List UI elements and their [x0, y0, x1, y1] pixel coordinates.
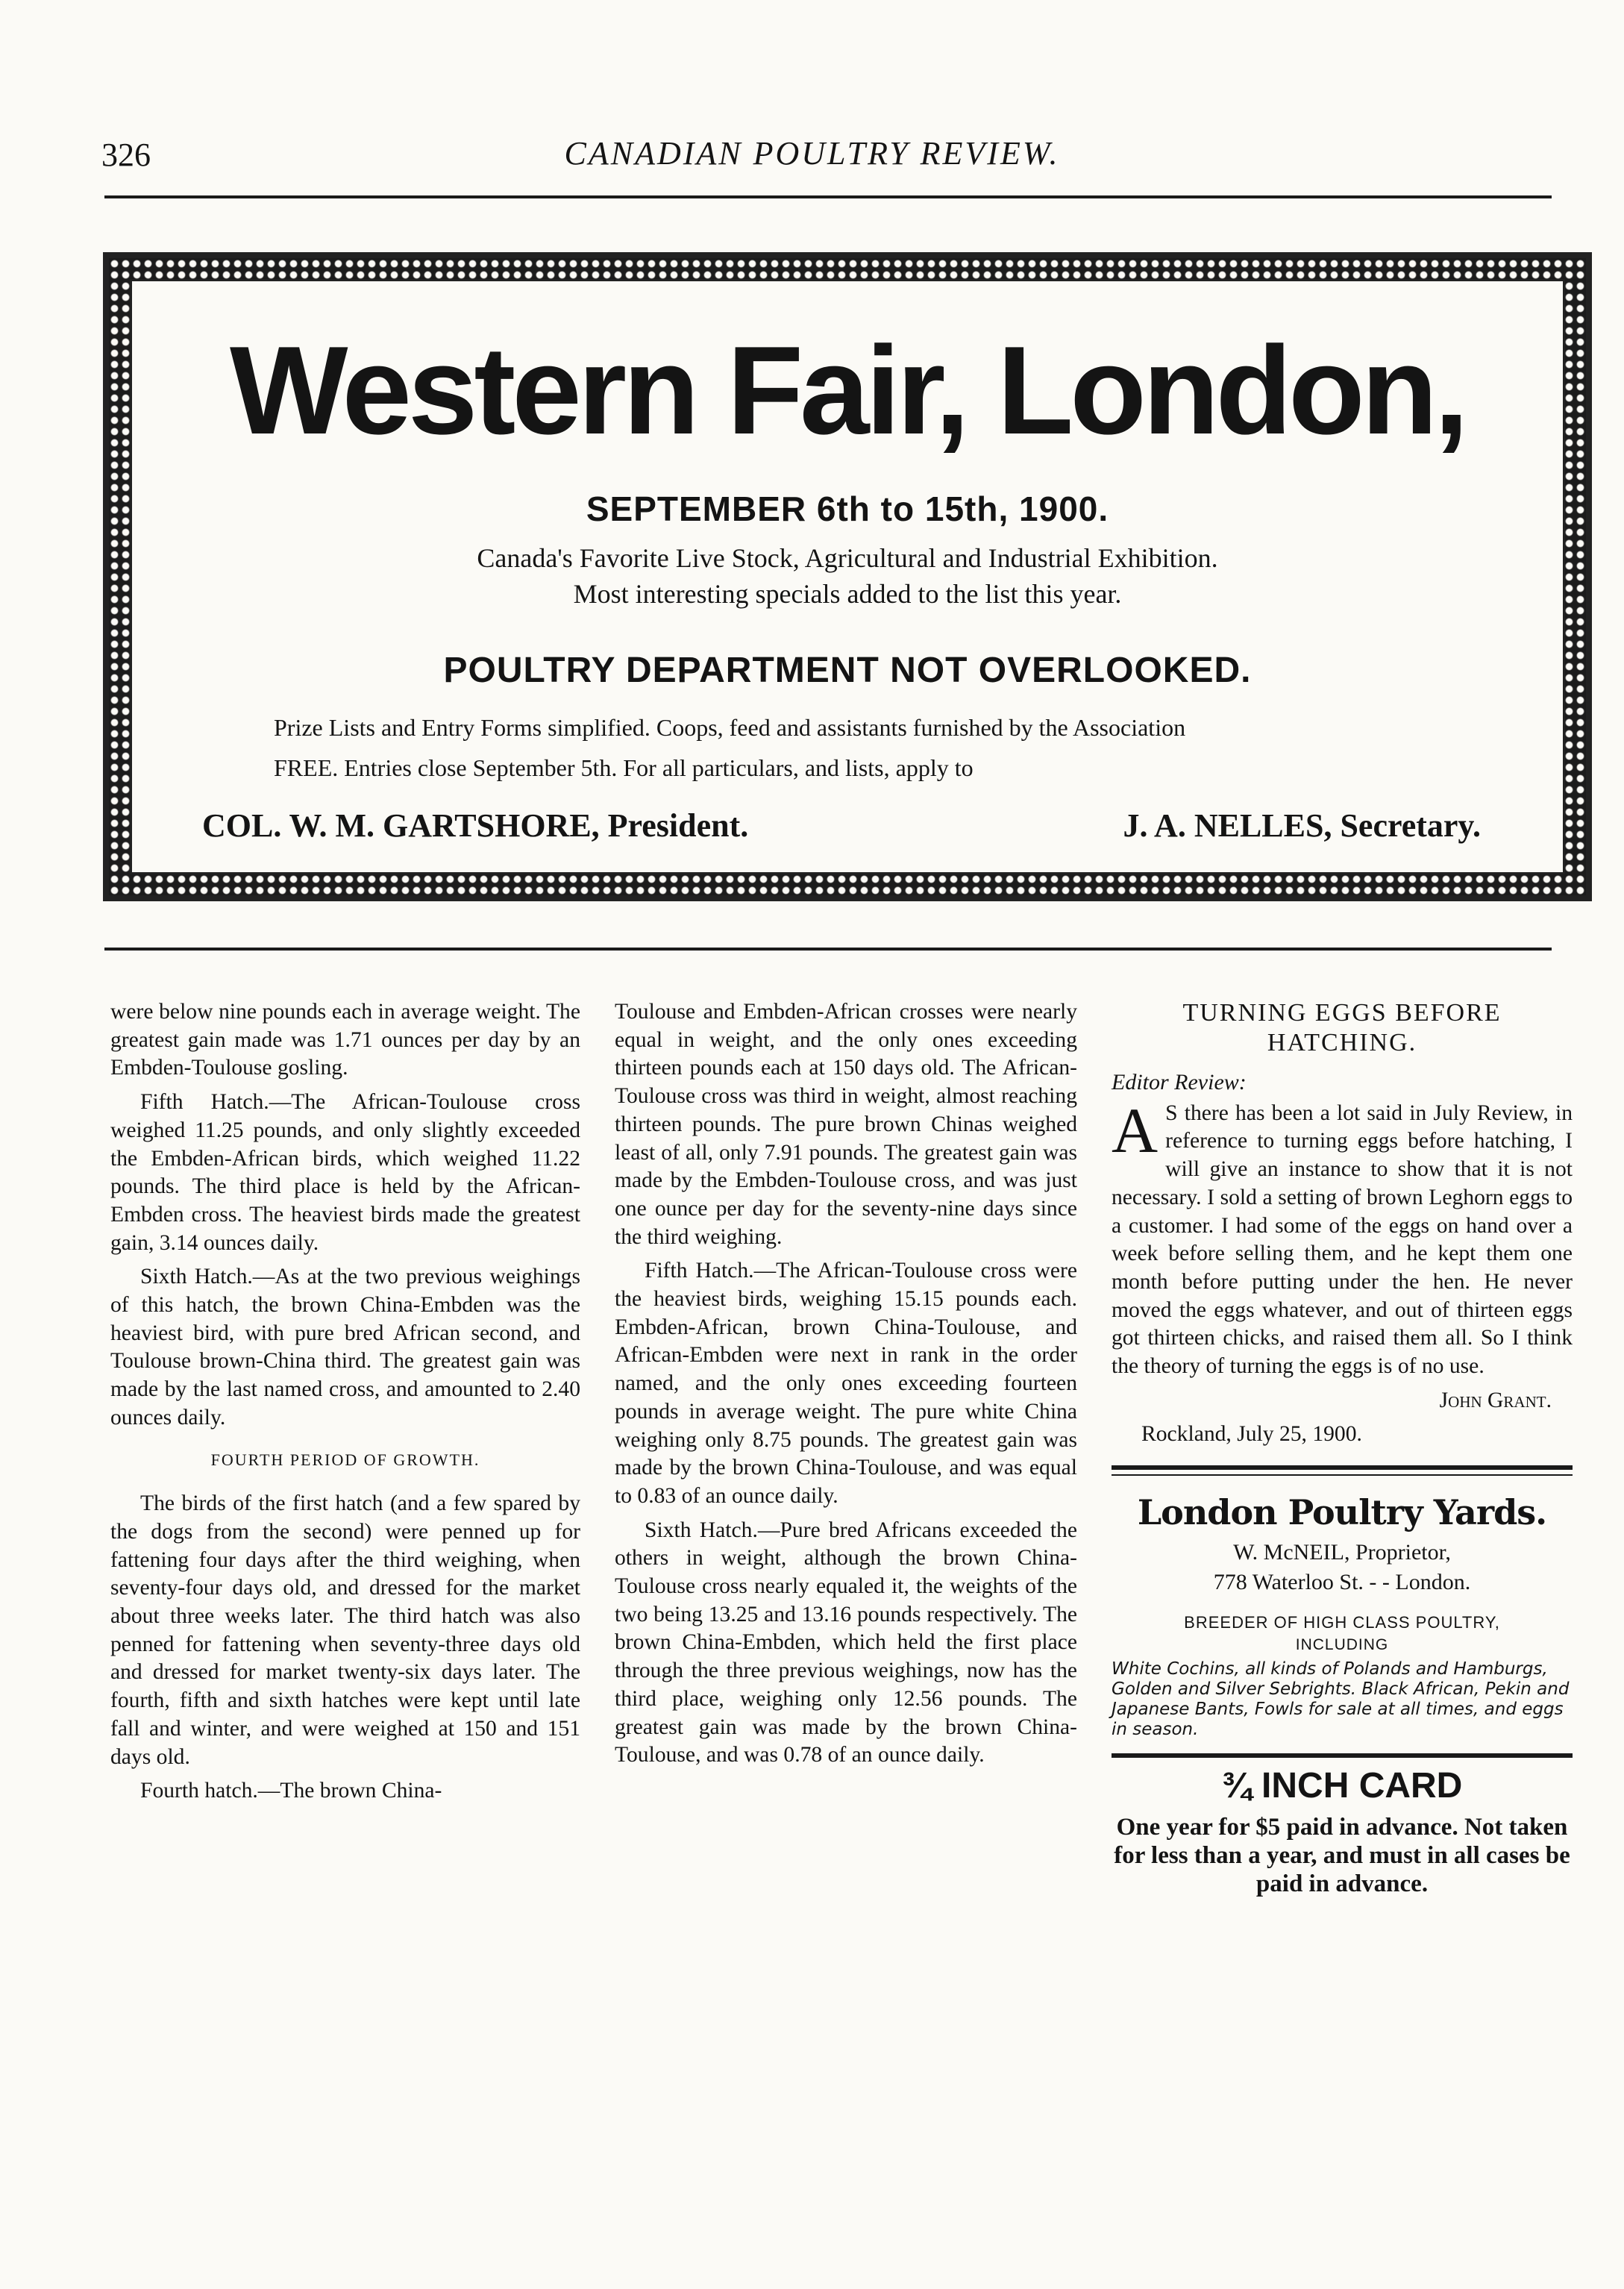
column-3: [1112, 998, 1573, 1904]
letter-text: S there has been a lot said in July Review, in reference to turning eggs before hatching, I will give an instance to show that it is not necessary. I sold a setting of brown Leghorn eggs to a customer. I had some of the eggs on hand over a week before selling them, and he kept them one month before putting under the hen. He never moved the eggs whatever, and out of thirteen eggs got thirteen chicks, and raised them all. So I think the theory of turning the eggs is of no use.: [1112, 1100, 1573, 1379]
header-rule: [104, 195, 1552, 198]
page-number: 326: [101, 137, 151, 173]
western-fair-advertisement: [103, 252, 1592, 901]
breeds-list: White Cochins, all kinds of Polands and Hamburgs, Golden and Silver Sebrights. Black African, Pekin and Japanese Bants, Fowls for sale at all times, and eggs in season.: [1112, 1659, 1570, 1739]
poultry-yards-proprietor: W. McNEIL, Proprietor,: [1233, 1540, 1451, 1565]
card-rule: [1112, 1753, 1573, 1758]
column-2: [615, 998, 1077, 1776]
poultry-yards-name: London Poultry Yards.: [1137, 1492, 1547, 1533]
ad-secretary: J. A. NELLES, Secretary.: [1123, 807, 1481, 844]
paragraph: Toulouse and Embden-African crosses were nearly equal in weight, and the only ones exceeding thirteen pounds each at 150 days old. The African-Toulouse cross was third in weight, almost reaching thirteen pounds. The pure brown Chinas weighed least of all, only 7.91 pounds. The greatest gain was made by the Embden-Toulouse cross, and was just one ounce per day for the seventy-nine days since the third weighing.: [615, 1000, 1077, 1249]
drop-cap: A: [1112, 1094, 1159, 1166]
article-title: TURNING EGGS BEFORE HATCHING.: [1182, 999, 1502, 1056]
ad-inner-panel: [130, 279, 1565, 874]
column-1: [110, 998, 580, 1812]
ad-president: COL. W. M. GARTSHORE, President.: [202, 807, 749, 844]
salutation: Editor Review:: [1112, 1070, 1247, 1095]
section-rule: [104, 948, 1552, 951]
ad-department-heading: POULTRY DEPARTMENT NOT OVERLOOKED.: [443, 651, 1252, 690]
paragraph: Fourth hatch.—The brown China-: [140, 1779, 442, 1803]
ad-rule-thin: [1112, 1474, 1573, 1476]
signature: John Grant.: [1439, 1388, 1552, 1412]
ad-small-line-1: Prize Lists and Entry Forms simplified. Coops, feed and assistants furnished by the Association: [274, 714, 1186, 741]
poultry-yards-address: 778 Waterloo St. - - London.: [1213, 1569, 1471, 1594]
ad-title: Western Fair, London,: [229, 320, 1466, 460]
paragraph: Fifth Hatch.—The African-Toulouse cross were the heaviest birds, weighing 15.15 pounds each. Embden-African, brown China-Toulouse, and African-Embden were next in rank in the order named, and the only ones exceeding fourteen pounds in average weight. The pure white China weighing only 8.75 pounds. The greatest gain was made by the brown China-Toulouse, and was equal to 0.83 of an ounce daily.: [615, 1259, 1077, 1508]
card-text: One year for $5 paid in advance. Not taken for less than a year, and must in all cases be paid in advance.: [1114, 1813, 1570, 1897]
subheading: FOURTH PERIOD OF GROWTH.: [210, 1450, 480, 1469]
paragraph: were below nine pounds each in average weight. The greatest gain made was 1.71 ounces per day by an Embden-Toulouse gosling.: [110, 1000, 580, 1080]
dateline: Rockland, July 25, 1900.: [1141, 1422, 1362, 1447]
paragraph: Fifth Hatch.—The African-Toulouse cross weighed 11.25 pounds, and only slightly exceeded the Embden-African birds, which weighed 11.22 pounds. The third place is held by the African-Embden cross. The heaviest birds made the greatest gain, 3.14 ounces daily.: [110, 1090, 580, 1255]
card-title: ¾ INCH CARD: [1221, 1765, 1463, 1806]
ad-rule-thick: [1112, 1465, 1573, 1470]
paragraph: The birds of the first hatch (and a few spared by the dogs from the second) were penned up for fattening four days after the third weighing, when seventy-four days old, and dressed for the market about three weeks later. The third hatch was also penned for fattening when seventy-three days old and dressed for market twenty-six days later. The fourth, fifth and sixth hatches were kept until late fall and winter, and were weighed at 150 and 151 days old.: [110, 1491, 580, 1769]
ad-line-exhibition: Canada's Favorite Live Stock, Agricultural and Industrial Exhibition.: [477, 543, 1218, 573]
paragraph: Sixth Hatch.—As at the two previous weighings of this hatch, the brown China-Embden was the heaviest bird, with pure bred African second, and Toulouse brown-China third. The greatest gain was made by the last named cross, and amounted to 2.40 ounces daily.: [110, 1265, 580, 1430]
including-label: INCLUDING: [1295, 1635, 1389, 1653]
letter-body: [1112, 1094, 1573, 1381]
breeder-heading: BREEDER OF HIGH CLASS POULTRY,: [1184, 1612, 1500, 1632]
ad-dates: SEPTEMBER 6th to 15th, 1900.: [586, 489, 1109, 528]
ad-line-specials: Most interesting specials added to the list this year.: [573, 579, 1122, 609]
paragraph: Sixth Hatch.—Pure bred Africans exceeded the others in weight, although the brown China-Toulouse cross nearly equaled it, the weights of the two being 13.25 and 13.16 pounds respectively. The brown China-Embden, which held the first place through the three previous weighings, now has the third place, weighing only 12.56 pounds. The greatest gain was made by the brown China-Toulouse, and was 0.78 of an ounce daily.: [615, 1518, 1077, 1767]
ad-small-line-2: FREE. Entries close September 5th. For all particulars, and lists, apply to: [274, 754, 974, 781]
running-title: CANADIAN POULTRY REVIEW.: [564, 135, 1060, 172]
